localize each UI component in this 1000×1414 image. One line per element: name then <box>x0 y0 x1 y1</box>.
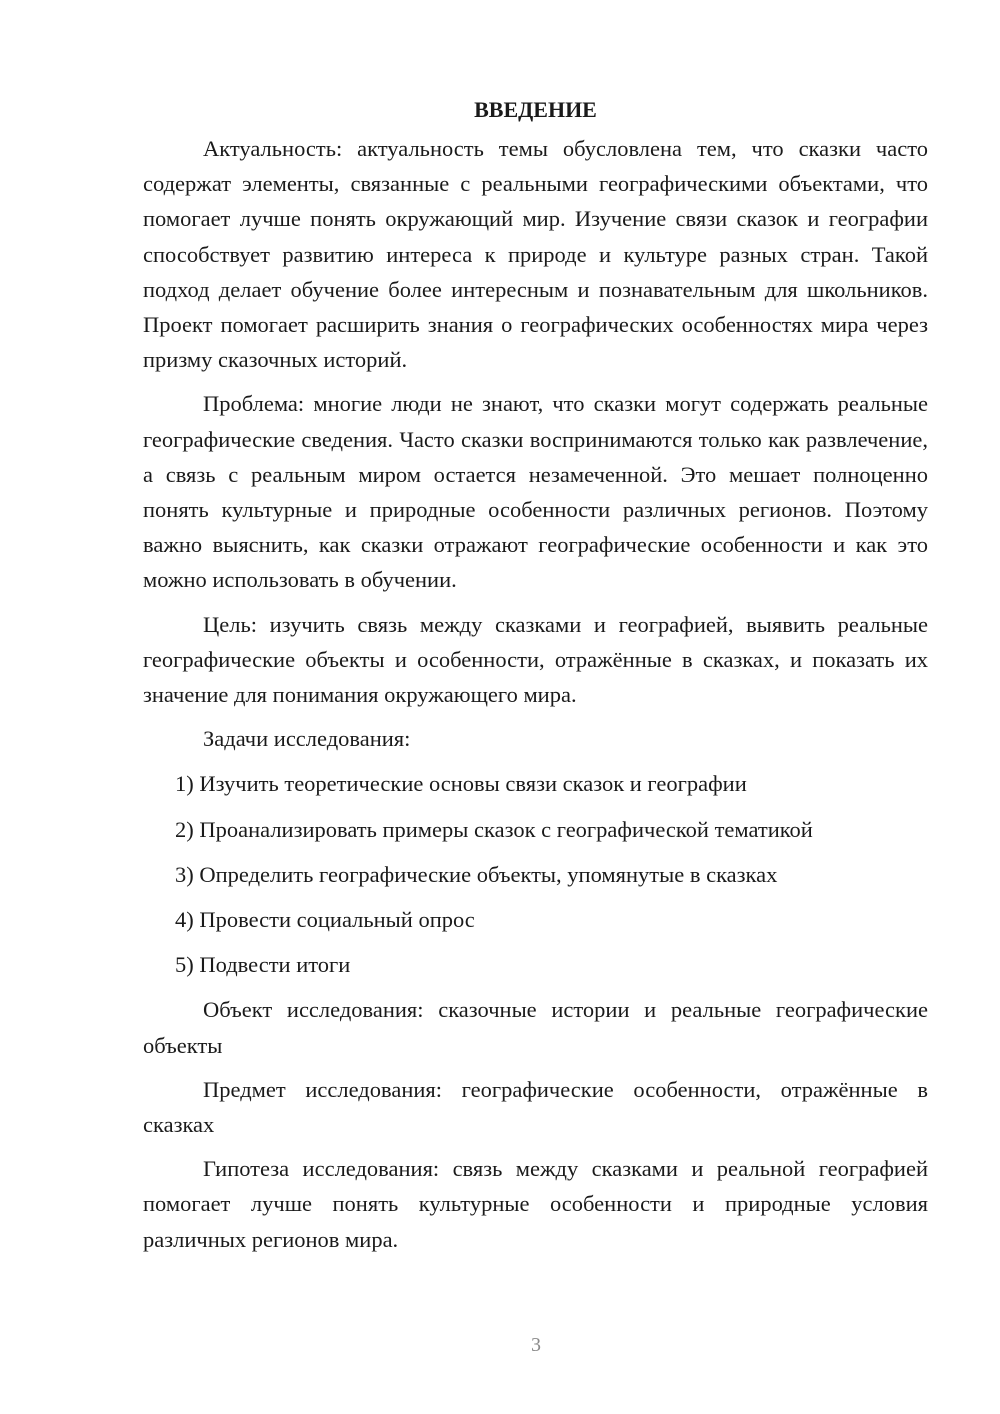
tasks-list <box>143 766 928 982</box>
paragraph-object: Объект исследования: сказочные истории и реальные географические объекты <box>143 997 928 1058</box>
paragraph-problem: Проблема: многие люди не знают, что сказки могут содержать реальные географические сведения. Часто сказки воспринимаются только как развлечение, а связь с реальным миром остается незамеченной. Это мешает полноценно понять культурные и природные особенности различных регионов. Поэтому важно выяснить, как сказки отражают географические особенности и как это можно использовать в обучении. <box>143 391 928 593</box>
paragraph-goal: Цель: изучить связь между сказками и географией, выявить реальные географические объекты и особенности, отражённые в сказках, и показать их значение для понимания окружающего мира. <box>143 611 928 708</box>
list-item: 5) Подвести итоги <box>175 952 351 978</box>
list-item: 3) Определить географические объекты, упомянутые в сказках <box>175 861 778 887</box>
paragraph-relevance: Актуальность: актуальность темы обусловлена тем, что сказки часто содержат элементы, связанные с реальными географическими объектами, что помогает лучше понять окружающий мир. Изучение связи сказок и географии способствует развитию интереса к природе и культуре разных стран. Такой подход делает обучение более интересным и познавательным для школьников. Проект помогает расширить знания о географических особенностях мира через призму сказочных историй. <box>143 136 928 373</box>
tasks-heading: Задачи исследования: <box>203 726 411 752</box>
list-item: 4) Провести социальный опрос <box>175 907 475 933</box>
list-item: 1) Изучить теоретические основы связи сказок и географии <box>175 771 747 797</box>
document-page <box>143 92 928 1266</box>
page-title: ВВЕДЕНИЕ <box>474 97 597 122</box>
paragraph-hypothesis: Гипотеза исследования: связь между сказками и реальной географией помогает лучше понять культурные особенности и природные условия различных регионов мира. <box>143 1156 928 1252</box>
paragraph-subject: Предмет исследования: географические особенности, отражённые в сказках <box>143 1076 928 1138</box>
list-item: 2) Проанализировать примеры сказок с географической тематикой <box>175 816 813 842</box>
page-number: 3 <box>531 1334 541 1356</box>
